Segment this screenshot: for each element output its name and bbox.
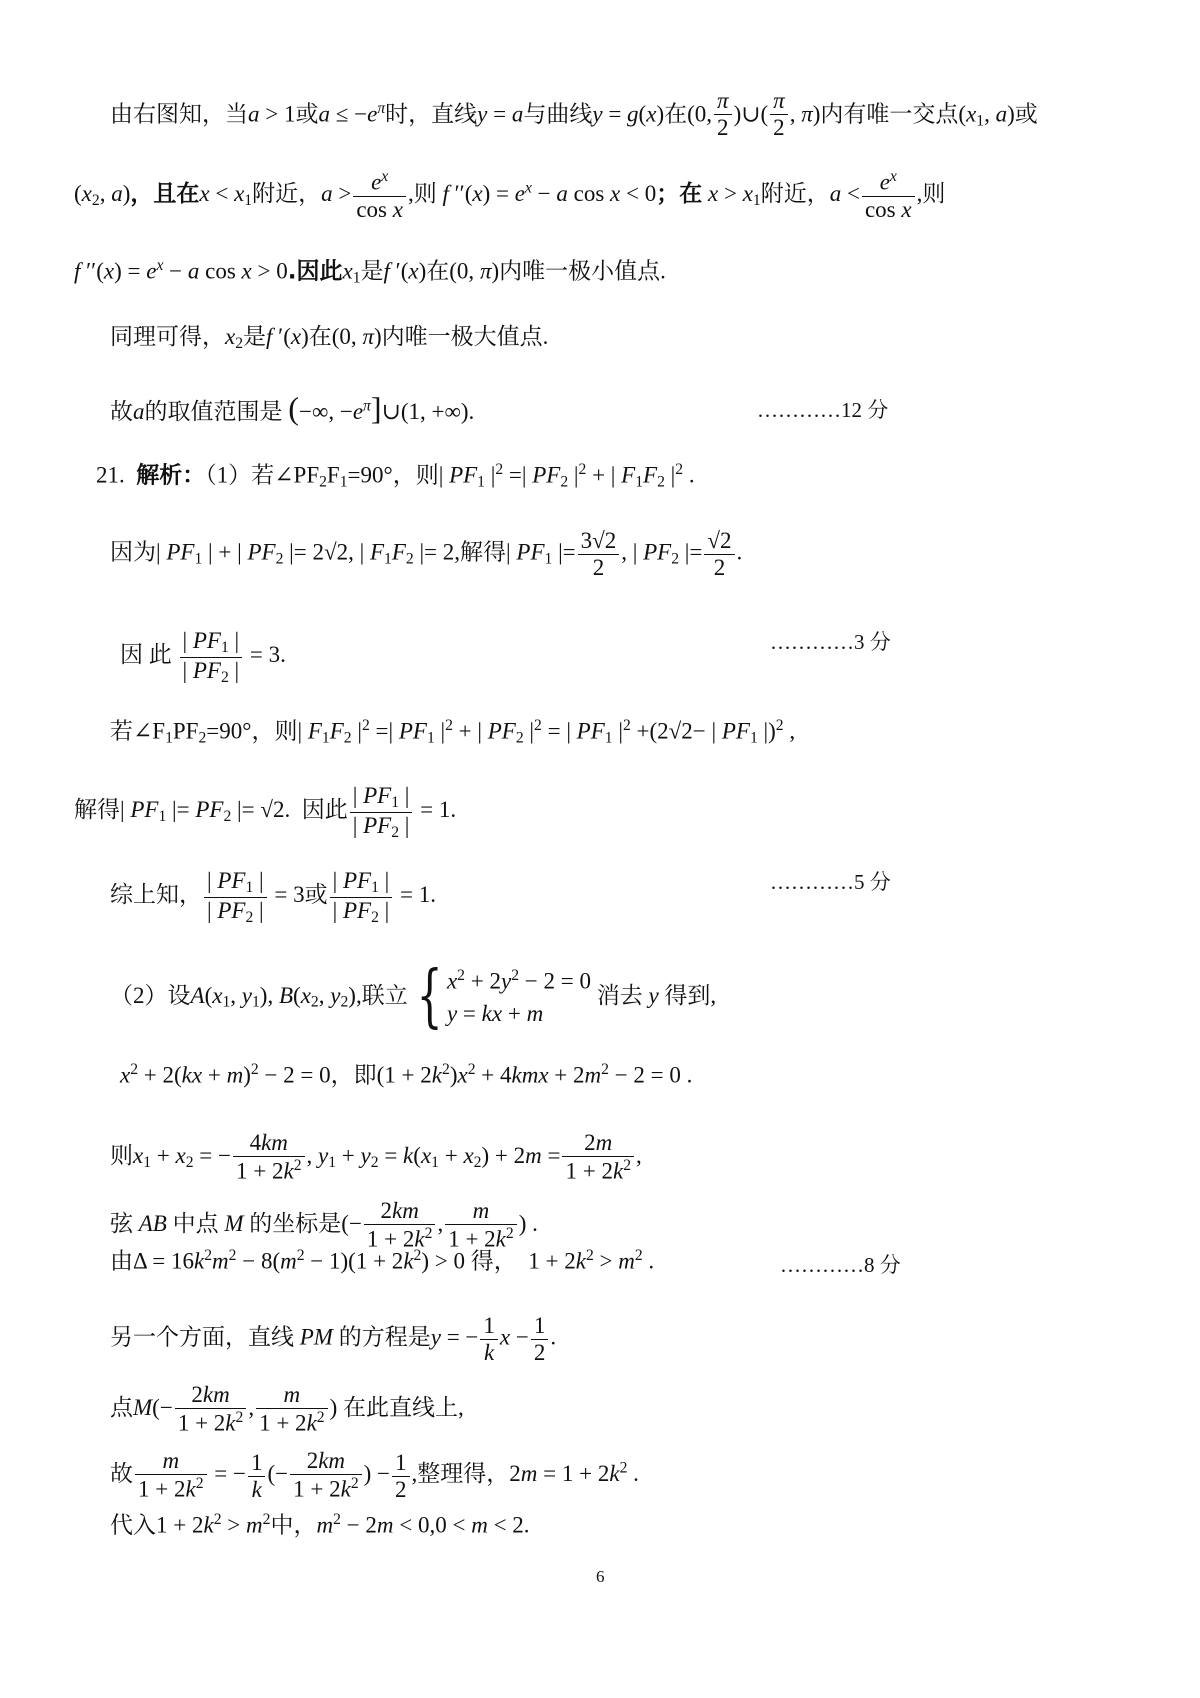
solution-label: 解析： [136, 462, 206, 489]
text-segment: 与曲线 [523, 101, 593, 127]
text-segment: 或 [295, 101, 319, 127]
text-segment: 中点 [172, 1211, 219, 1237]
text-segment: ；在 [656, 181, 703, 208]
text-segment: 因此 [301, 796, 348, 822]
line-5: 故a的取值范围是 (−∞, $-e^\pi]\cup(1$, +∞). [110, 390, 475, 426]
line-13: $x^2 + 2(kx + m)^2 - 2 = 0$，即$(1 + 2k^2)x^2 + 4kmx + 2m^2 - 2 = 0$ . [120, 1061, 693, 1088]
line-8: 因 此 $\frac{| PF_1 |}{| PF_2 |}$ = 3. [120, 628, 286, 686]
text-segment: 因为 [110, 539, 156, 565]
text-segment: 的方程是 [338, 1324, 431, 1350]
text-segment: 同理可得， [110, 324, 225, 349]
line-9: 若$\angle F_1PF_2=90^\circ$，则| $F_1F_2$ $|^2$ =| $PF_1$ $|^2$ + | $PF_2$ $|^2$ = | $PF_1$ $|^2 +(2√2-$ | $PF_1$ |)$^2$ , [110, 717, 796, 747]
line-6: 21. 解析：（1）若$\angle PF_2F_1=90^\circ$，则| $PF_1$ $|^2$ =| $PF_2$ $|^2$ + | $F_1F_2$ $|^2$ . [96, 461, 695, 491]
text-segment: =90°，则 [206, 718, 298, 744]
text-segment: 若∠F [110, 718, 166, 744]
line-16: 由$\Delta = 16k^2m^2 - 8(m^2 - 1)(1 + 2k^2) > 0$ 得， $1 + 2k^2 > m^2$ . [110, 1247, 655, 1274]
text-segment: 的取值范围是 [144, 399, 283, 424]
text-segment: ,则 [916, 181, 946, 207]
text-segment: ,联立 [355, 982, 408, 1008]
text-segment: ,解得 [454, 539, 507, 565]
text-segment: 由 [110, 1248, 133, 1274]
text-segment: =90°，则 [347, 462, 439, 488]
text-segment: 或 [304, 881, 328, 907]
line-3: f $''(x) = e^x - a$ cos x > 0.因此$x_1$是f ′(x)在(0, π)内唯一极小值点. [74, 257, 666, 287]
text-segment: 附近， [252, 181, 322, 207]
text-segment: 在 [664, 101, 688, 127]
line-11: 综上知， $\frac{| PF_1 |}{| PF_2 |}$ = 3或 $\frac{| PF_1 |}{| PF_2 |}$ = 1. [110, 868, 436, 926]
text-segment: 解得 [74, 796, 120, 822]
text-segment: 在此直线上, [343, 1395, 464, 1421]
text-segment: 内唯一极小值点. [499, 258, 666, 284]
text-segment: .因此 [287, 258, 343, 285]
text-segment: 点 [110, 1395, 133, 1421]
score-5: …………5 分 [770, 870, 891, 894]
text-segment: 得到, [664, 982, 717, 1008]
line-1: 由右图知，当a > 1或$a \le -e^\pi$时，直线y = a与曲线y = g(x)在(0, $\frac{\pi}{2}$ )∪( $\frac{\pi}{2}$ , π)内有唯一交点($x_1$, a)或 [110, 88, 1038, 141]
text-segment: 时，直线 [385, 101, 478, 127]
text-segment: 是 [243, 324, 267, 349]
text-segment: 的坐标是 [249, 1211, 342, 1237]
text-segment: 是 [360, 258, 384, 284]
score-8: …………8 分 [780, 1253, 901, 1277]
text-segment: ,则 [407, 181, 437, 207]
text-segment: 在 [308, 324, 332, 349]
line-4: 同理可得，$x_2$是f ′(x)在(0, π)内唯一极大值点. [110, 324, 549, 352]
text-segment: 内有唯一交点 [820, 101, 959, 127]
text-segment: 由右图知，当 [110, 101, 248, 127]
line-20: 代入$1 + 2k^2 > m^2$中，$m^2 - 2m < 0,0 < m < 2$. [110, 1511, 530, 1538]
line-18: 点M(− $\frac{2km}{1 + 2k^2}$ , $\frac{m}{1 + 2k^2}$ ) 在此直线上, [110, 1382, 464, 1437]
line-15: 弦 AB 中点 M 的坐标是(− $\frac{2km}{1 + 2k^2}$ , $\frac{m}{1 + 2k^2}$ ) . [110, 1198, 538, 1253]
text-segment: （1）若∠PF [205, 462, 320, 488]
text-segment: F [326, 462, 340, 488]
score-3: …………3 分 [770, 630, 891, 654]
text-segment: 故 [110, 1461, 133, 1487]
line-14: 则$x_1 + x_2$ = − $\frac{4km}{1 + 2k^2}$ , $y_1 + y_2 = k(x_1 + x_2) + 2m$ = $\frac{2m}{1 + 2k^2}$ , [110, 1130, 642, 1185]
text-segment: 弦 [110, 1211, 133, 1237]
text-segment: 综上知， [110, 881, 202, 907]
text-segment: 内唯一极大值点. [381, 324, 549, 349]
text-segment: 则 [110, 1143, 133, 1169]
text-segment: PF [172, 718, 199, 744]
text-segment: 附近， [760, 181, 830, 207]
text-segment: 中， [270, 1512, 317, 1538]
text-segment: ，即 [330, 1062, 377, 1088]
text-segment: 或 [1014, 101, 1038, 127]
text-segment: 另一个方面，直线 [110, 1324, 294, 1350]
text-segment: 代入 [110, 1512, 156, 1538]
line-19: 故 $\frac{m}{1 + 2k^2}$ = − $\frac{1}{k}$ (− $\frac{2km}{1 + 2k^2}$ ) − $\frac{1}{2}$ ,整理得，$2m = 1 + 2k^2$ . [110, 1448, 639, 1503]
line-7: 因为| $PF_1$ | + | $PF_2$ |= 2√2, | $F_1F_2$ |= 2,解得| $PF_1$ |= $\frac{3√2}{2}$ , | $PF_2$ |= $\frac{√2}{2}$ . [110, 528, 743, 581]
text-segment: 故 [110, 399, 133, 424]
text-segment: （2）设 [110, 982, 191, 1008]
text-segment: 在 [426, 258, 450, 284]
text-segment: 得， [470, 1248, 517, 1274]
line-2: ($x_2$, a)，且在$x < x_1$附近，a > $\frac{e^x}{\text{cos x}}$ ,则 f $''(x) = e^x - a$ cos x < 0；在 $x > x_1$附近，a < $\frac{e^x}{\text{cos x}}$ ,则 [74, 168, 946, 223]
line-17: 另一个方面，直线 PM 的方程是y = − $\frac{1}{k}$ x − $\frac{1}{2}$ . [110, 1313, 557, 1366]
text-segment: 消去 [596, 982, 643, 1008]
question-number: 21. [96, 462, 125, 488]
text-segment: 因 此 [120, 641, 172, 667]
page-number: 6 [596, 1567, 605, 1586]
score-12: …………12 分 [757, 398, 889, 422]
text-segment: ，且在 [130, 181, 200, 208]
line-10: 解得| $PF_1$ |= $PF_2$ |= √2. 因此 $\frac{| PF_1 |}{| PF_2 |}$ = 1. [74, 783, 457, 841]
text-segment: ,整理得， [411, 1461, 510, 1487]
line-12: （2）设$A(x_1$, $y_1$), $B(x_2$, $y_2$),联立 { $x^2 + 2y^2 - 2 = 0$ y = kx + m 消去 y 得到, [110, 957, 717, 1037]
